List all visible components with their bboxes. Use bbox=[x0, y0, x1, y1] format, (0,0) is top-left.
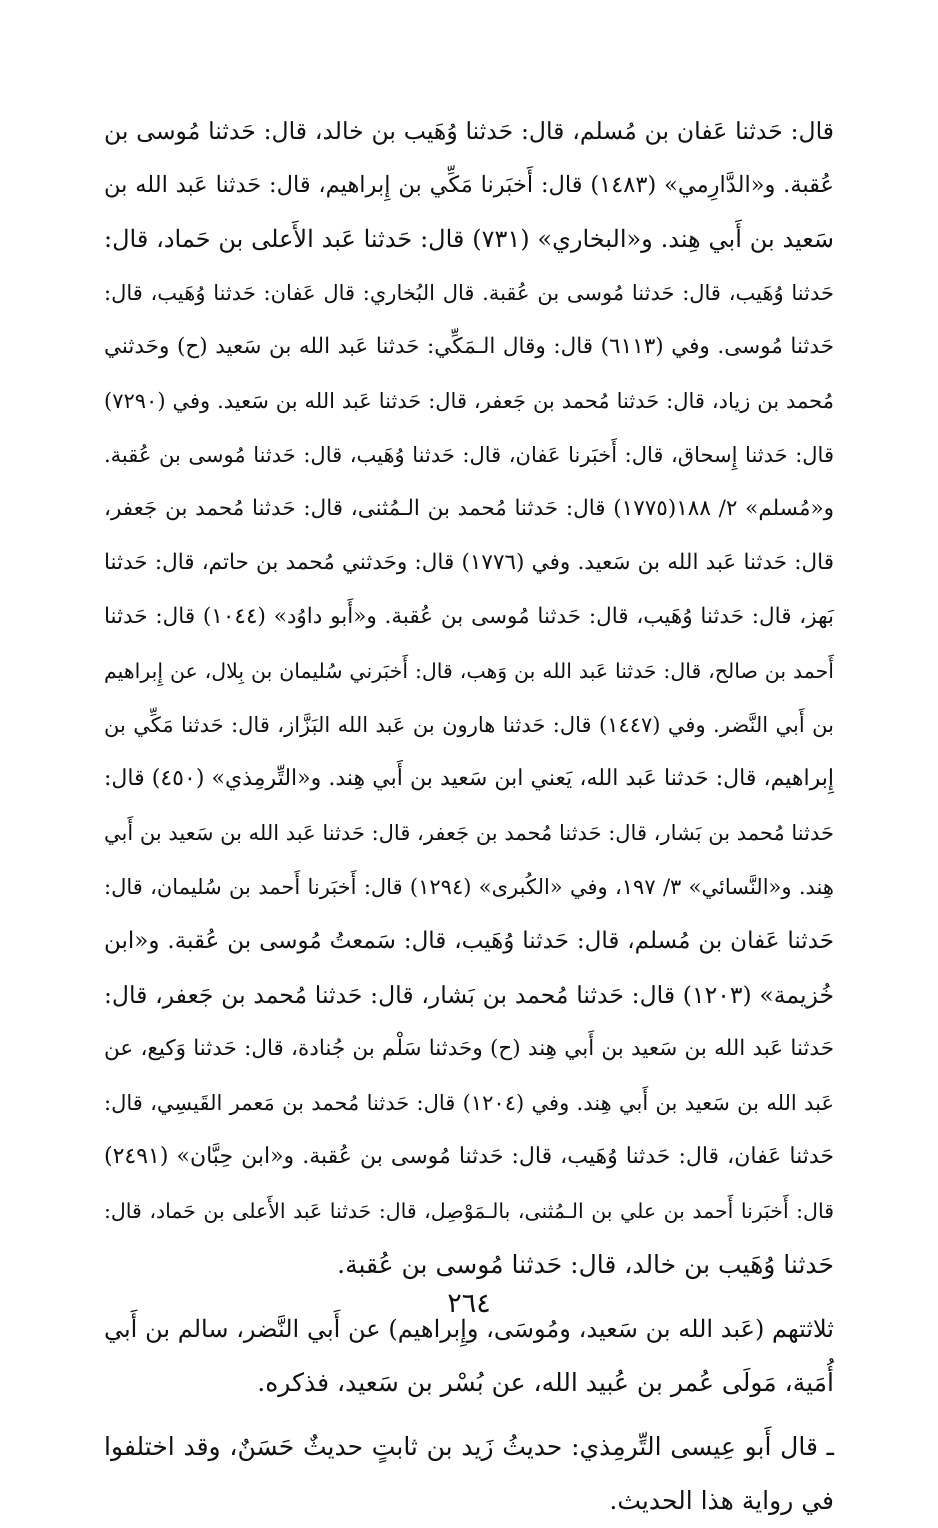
text-line: حَدثنا عَفان بن مُسلم، قال: حَدثنا وُهَيب، قال: سَمعتُ مُوسى بن عُقبة. و«ابن bbox=[104, 928, 834, 954]
text-line: أُمَية، مَولَى عُمر بن عُبيد الله، عن بُسْر بن سَعيد، فذكره. bbox=[257, 1368, 834, 1397]
text-line: قال: أَخبَرنا أَحمد بن علي بن الـمُثنى، بالـمَوْصِل، قال: حَدثنا عَبد الأَعلى بن حَماد، قال: bbox=[104, 1199, 834, 1223]
text-line: حَدثنا عَفان، قال: حَدثنا وُهَيب، قال: حَدثنا مُوسى بن عُقبة. و«ابن حِبَّان» (٢٤٩١) bbox=[104, 1144, 834, 1169]
text-line: و«مُسلم» ٢/ ١٨٨(١٧٧٥) قال: حَدثنا مُحمد بن الـمُثنى، قال: حَدثنا مُحمد بن جَعفر، bbox=[104, 496, 834, 521]
text-line: في رواية هذا الحديث. bbox=[609, 1486, 834, 1515]
text-line: قال: حَدثنا عَبد الله بن سَعيد. وفي (١٧٧٦) قال: وحَدثني مُحمد بن حاتم، قال: حَدثنا bbox=[104, 550, 834, 575]
text-line: حَدثنا مُحمد بن بَشار، قال: حَدثنا مُحمد بن جَعفر، قال: حَدثنا عَبد الله بن سَعيد بن أَبي bbox=[104, 821, 834, 845]
text-line: ـ قال أَبو عِيسى التِّرمِذي: حديثُ زَيد بن ثابتٍ حديثٌ حَسَنٌ، وقد اختلفوا bbox=[104, 1432, 834, 1461]
text-line: هِند. و«النَّسائي» ٣/ ١٩٧، وفي «الكُبرى» (١٢٩٤) قال: أَخبَرنا أَحمد بن سُليمان، قال: bbox=[104, 875, 834, 899]
paragraph-takhrij bbox=[104, 104, 834, 1292]
text-line: بن أَبي النَّضر. وفي (١٤٤٧) قال: حَدثنا هارون بن عَبد الله البَزَّاز، قال: حَدثنا مَكِّي بن bbox=[104, 713, 834, 737]
text-line: إِبراهيم، قال: حَدثنا عَبد الله، يَعني ابن سَعيد بن أَبي هِند. و«التِّرمِذي» (٤٥٠) قال: bbox=[104, 766, 834, 791]
text-line: قال: حَدثنا عَفان بن مُسلم، قال: حَدثنا وُهَيب بن خالد، قال: حَدثنا مُوسى بن bbox=[104, 117, 834, 145]
text-line: بَهز، قال: حَدثنا وُهَيب، قال: حَدثنا مُوسى بن عُقبة. و«أَبو داوُد» (١٠٤٤) قال: حَدثنا bbox=[104, 604, 834, 629]
text-line: مُحمد بن زياد، قال: حَدثنا مُحمد بن جَعفر، قال: حَدثنا عَبد الله بن سَعيد. وفي (٧٢٩٠) bbox=[104, 389, 834, 413]
text-line: خُزيمة» (١٢٠٣) قال: حَدثنا مُحمد بن بَشار، قال: حَدثنا مُحمد بن جَعفر، قال: bbox=[104, 981, 834, 1009]
paragraph-tirmidhi-note bbox=[104, 1420, 834, 1528]
text-line: عَبد الله بن سَعيد بن أَبي هِند. وفي (١٢٠٤) قال: حَدثنا مُحمد بن مَعمر القَيسِي، قال: bbox=[104, 1091, 834, 1115]
text-line: عُقبة. و«الدَّارِمي» (١٤٨٣) قال: أَخبَرنا مَكِّي بن إِبراهيم، قال: حَدثنا عَبد الله بن bbox=[104, 172, 834, 198]
text-line: حَدثنا وُهَيب بن خالد، قال: حَدثنا مُوسى بن عُقبة. bbox=[337, 1250, 834, 1279]
text-line: قال: حَدثنا إِسحاق، قال: أَخبَرنا عَفان، قال: حَدثنا وُهَيب، قال: حَدثنا مُوسى بن عُقبة. bbox=[104, 443, 834, 467]
text-line: حَدثنا عَبد الله بن سَعيد بن أَبي هِند (ح) وحَدثنا سَلْم بن جُنادة، قال: حَدثنا وَكيع، عن bbox=[104, 1036, 834, 1061]
text-line: أَحمد بن صالح، قال: حَدثنا عَبد الله بن وَهب، قال: أَخبَرني سُليمان بن بِلال، عن إِبراهيم bbox=[104, 659, 834, 683]
paragraph-spacer bbox=[104, 1410, 834, 1420]
page-number: ٢٦٤ bbox=[447, 1288, 491, 1319]
text-line: سَعيد بن أَبي هِند. و«البخاري» (٧٣١) قال: حَدثنا عَبد الأَعلى بن حَماد، قال: bbox=[104, 225, 834, 253]
text-line: ثلاثتهم (عَبد الله بن سَعيد، ومُوسَى، وإِبراهيم) عن أَبي النَّضر، سالم بن أَبي bbox=[104, 1315, 834, 1343]
text-line: حَدثنا مُوسى. وفي (٦١١٣) قال: وقال الـمَكِّي: حَدثنا عَبد الله بن سَعيد (ح) وحَدثني bbox=[104, 334, 834, 359]
text-line: حَدثنا وُهَيب، قال: حَدثنا مُوسى بن عُقبة. قال البُخاري: قال عَفان: حَدثنا وُهَيب، قال: bbox=[104, 281, 834, 305]
